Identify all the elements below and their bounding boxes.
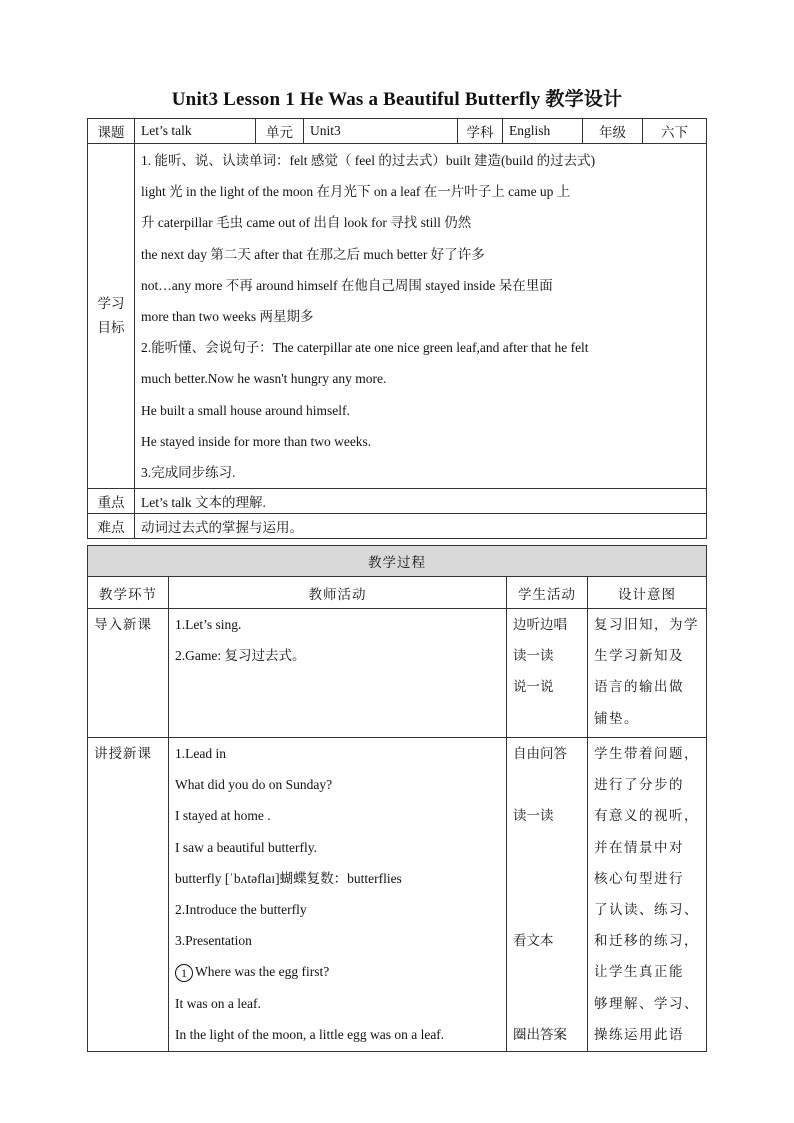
teaching-process-table: [87, 545, 707, 1052]
objective-line: 升 caterpillar 毛虫 came out of 出自 look for 寻找 still 仍然: [141, 215, 472, 231]
lesson-info-table: [87, 118, 707, 539]
col-intent-header: 设计意图: [588, 577, 707, 609]
grade-label: 年级: [583, 119, 643, 144]
col-teacher-header: 教师活动: [169, 577, 507, 609]
difficulties-label: 难点: [88, 514, 135, 539]
objective-line: more than two weeks 两星期多: [141, 308, 314, 324]
col-student-header: 学生活动: [507, 577, 588, 609]
unit-value: Unit3: [304, 119, 458, 144]
topic-label: 课题: [88, 119, 135, 144]
topic-value: Let’s talk: [135, 119, 256, 144]
circled-number-icon: 1: [175, 964, 193, 982]
objective-line: light 光 in the light of the moon 在月光下 on a leaf 在一片叶子上 came up 上: [141, 184, 571, 200]
difficulties-text: 动词过去式的掌握与运用。: [135, 514, 707, 539]
objective-line: He built a small house around himself.: [141, 402, 350, 418]
grade-value: 六下: [643, 119, 707, 144]
objective-line: 2.能听懂、会说句子：The caterpillar ate one nice green leaf,and after that he felt: [141, 340, 589, 356]
objective-line: much better.Now he wasn't hungry any more.: [141, 371, 387, 387]
unit-label: 单元: [256, 119, 304, 144]
objectives-label: 学习 目标: [88, 144, 135, 489]
objective-line: the next day 第二天 after that 在那之后 much better 好了许多: [141, 246, 485, 262]
stage-cell: 导入新课: [88, 609, 169, 738]
intent-cell: 复习旧知，为学 生学习新知及 语言的输出做 铺垫。: [588, 609, 707, 738]
student-cell: 边听边唱 读一读 说一说: [507, 609, 588, 738]
table-row: [88, 609, 707, 738]
subject-label: 学科: [458, 119, 503, 144]
objectives-content: [135, 144, 707, 489]
teacher-cell: 1.Lead in What did you do on Sunday? I stayed at home . I saw a beautiful butterfly. butterfly [ˈbʌtəflaɪ]蝴蝶复数：butterflies 2.Introduce the butterfly 3.Presentation 1 Where was the egg first? It was on a leaf. In the light of the moon, a little egg was on a leaf.: [169, 738, 507, 1052]
key-points-label: 重点: [88, 489, 135, 514]
objective-line: 3.完成同步练习.: [141, 464, 236, 480]
col-stage-header: 教学环节: [88, 577, 169, 609]
objective-line: not…any more 不再 around himself 在他自己周围 stayed inside 呆在里面: [141, 277, 553, 293]
objective-line: He stayed inside for more than two weeks.: [141, 433, 372, 449]
subject-value: English: [503, 119, 583, 144]
student-cell: 自由问答 读一读 看文本 圈出答案: [507, 738, 588, 1052]
process-heading: 教学过程: [88, 546, 707, 577]
stage-cell: 讲授新课: [88, 738, 169, 1052]
page-title: Unit3 Lesson 1 He Was a Beautiful Butterfly 教学设计: [171, 89, 623, 110]
objective-line: 1. 能听、说、认读单词：felt 感觉（ feel 的过去式）built 建造(build 的过去式): [141, 153, 596, 168]
teacher-cell: 1.Let’s sing. 2.Game: 复习过去式。: [169, 609, 507, 738]
key-points-text: Let’s talk 文本的理解.: [135, 489, 707, 514]
table-row: [88, 738, 707, 1052]
intent-cell: 学生带着问题， 进行了分步的 有意义的视听， 并在情景中对 核心句型进行 了认读、练习、 和迁移的练习， 让学生真正能 够理解、学习、 操练运用此语: [588, 738, 707, 1052]
